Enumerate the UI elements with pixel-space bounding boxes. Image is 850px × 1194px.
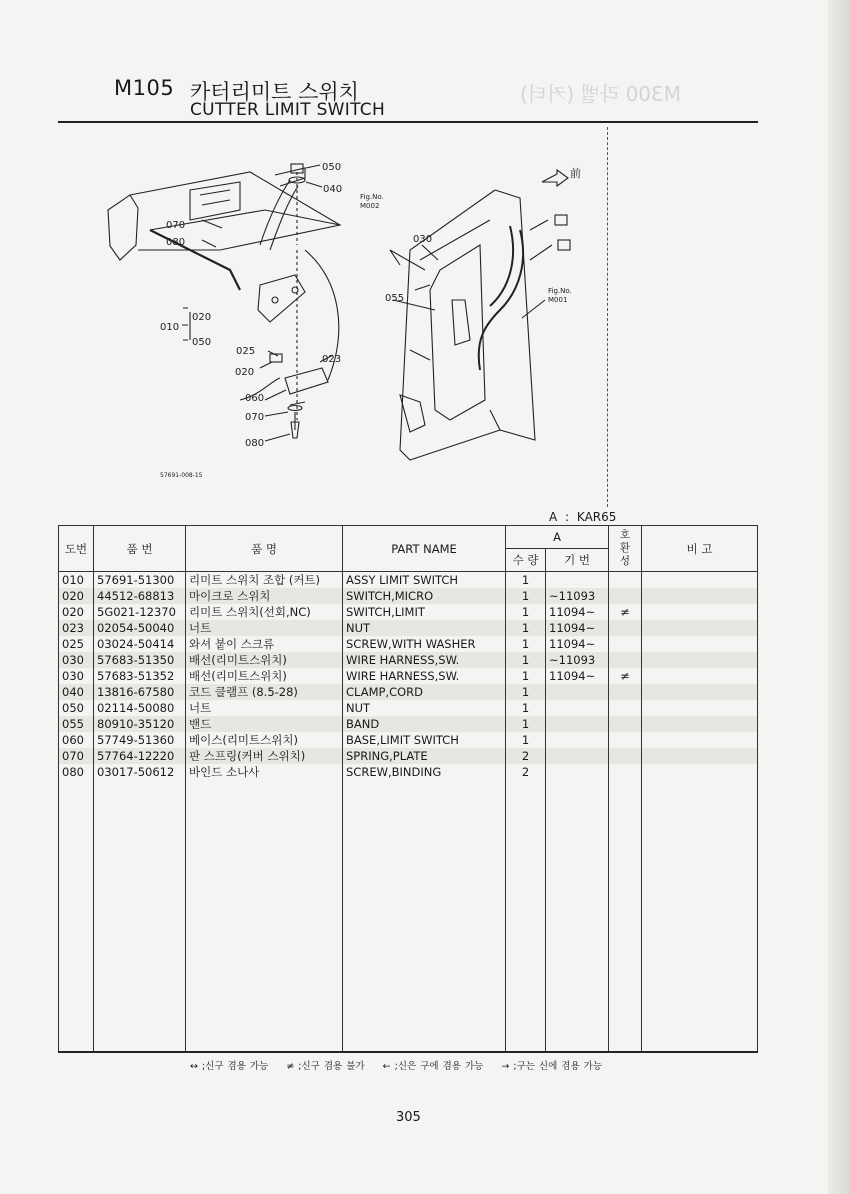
callout-050-top: 050 <box>322 162 342 173</box>
table-row <box>59 604 758 620</box>
part-name-cell: NUT <box>343 700 506 716</box>
header-qty: 수 량 <box>506 549 546 572</box>
part-name-kr-cell: 마이크로 스위치 <box>186 588 343 604</box>
part-no-cell: 80910-35120 <box>94 716 186 732</box>
serial-cell: ~11093 <box>546 588 609 604</box>
applicability-separator: : <box>565 510 570 524</box>
ref-no-cell: 070 <box>59 748 94 764</box>
part-no-cell: 57749-51360 <box>94 732 186 748</box>
compat-cell: ≠ <box>609 668 642 684</box>
compat-cell <box>609 700 642 716</box>
remarks-cell <box>642 588 758 604</box>
header-remarks: 비 고 <box>642 526 758 572</box>
remarks-cell <box>642 668 758 684</box>
compat-cell <box>609 764 642 780</box>
table-row <box>59 620 758 636</box>
empty-cell <box>59 780 94 1052</box>
qty-cell: 1 <box>506 604 546 620</box>
ref-no-cell: 020 <box>59 604 94 620</box>
serial-cell <box>546 748 609 764</box>
remarks-cell <box>642 572 758 589</box>
fig-ref-label-1: Fig.No. <box>360 193 384 201</box>
serial-cell <box>546 572 609 589</box>
part-no-cell: 02054-50040 <box>94 620 186 636</box>
callout-080-top: 080 <box>166 237 186 248</box>
table-row <box>59 764 758 780</box>
table-row <box>59 668 758 684</box>
ref-no-cell: 080 <box>59 764 94 780</box>
serial-cell: 11094~ <box>546 620 609 636</box>
callout-070-top: 070 <box>166 220 186 231</box>
table-row <box>59 636 758 652</box>
part-name-cell: SCREW,WITH WASHER <box>343 636 506 652</box>
part-no-cell: 03017-50612 <box>94 764 186 780</box>
table-row <box>59 572 758 589</box>
part-no-cell: 57691-51300 <box>94 572 186 589</box>
part-name-kr-cell: 너트 <box>186 620 343 636</box>
part-no-cell: 57683-51352 <box>94 668 186 684</box>
compat-cell <box>609 652 642 668</box>
header-ref-no: 도번 <box>59 526 94 572</box>
callout-025: 025 <box>236 346 256 357</box>
callout-060: 060 <box>245 393 265 404</box>
serial-cell <box>546 732 609 748</box>
part-name-kr-cell: 판 스프링(커버 스위치) <box>186 748 343 764</box>
part-name-cell: ASSY LIMIT SWITCH <box>343 572 506 589</box>
legend-item-old-for-new: → ;구는 신에 겸용 가능 <box>501 1061 602 1072</box>
title-divider <box>58 121 758 123</box>
part-name-cell: WIRE HARNESS,SW. <box>343 668 506 684</box>
compat-cell <box>609 588 642 604</box>
table-row <box>59 588 758 604</box>
serial-cell: 11094~ <box>546 604 609 620</box>
empty-cell <box>506 780 546 1052</box>
remarks-cell <box>642 604 758 620</box>
part-name-kr-cell: 너트 <box>186 700 343 716</box>
callout-020: 020 <box>235 367 255 378</box>
qty-cell: 1 <box>506 620 546 636</box>
legend-item-both: ↔ ;신구 겸용 가능 <box>190 1061 269 1072</box>
qty-cell: 2 <box>506 748 546 764</box>
ref-no-cell: 030 <box>59 668 94 684</box>
ref-no-cell: 055 <box>59 716 94 732</box>
part-name-cell: SWITCH,LIMIT <box>343 604 506 620</box>
part-name-kr-cell: 바인드 소나사 <box>186 764 343 780</box>
serial-cell: ~11093 <box>546 652 609 668</box>
part-no-cell: 44512-68813 <box>94 588 186 604</box>
page-number: 305 <box>396 1110 421 1125</box>
ref-no-cell: 023 <box>59 620 94 636</box>
empty-cell <box>642 780 758 1052</box>
part-no-cell: 02114-50080 <box>94 700 186 716</box>
table-row <box>59 732 758 748</box>
part-no-cell: 5G021-12370 <box>94 604 186 620</box>
header-group-a: A <box>506 526 609 549</box>
header-part-no: 품 번 <box>94 526 186 572</box>
qty-cell: 1 <box>506 684 546 700</box>
ref-no-cell: 030 <box>59 652 94 668</box>
part-name-cell: SWITCH,MICRO <box>343 588 506 604</box>
part-name-kr-cell: 코드 클램프 (8.5-28) <box>186 684 343 700</box>
compat-cell <box>609 748 642 764</box>
ref-no-cell: 025 <box>59 636 94 652</box>
part-name-cell: BAND <box>343 716 506 732</box>
ref-no-cell: 050 <box>59 700 94 716</box>
part-name-kr-cell: 배선(리미트스위치) <box>186 668 343 684</box>
bleed-through-text: M300 라벨 (커터) <box>520 82 682 106</box>
compat-cell <box>609 636 642 652</box>
table-row <box>59 700 758 716</box>
qty-cell: 1 <box>506 572 546 589</box>
table-row <box>59 684 758 700</box>
part-name-cell: NUT <box>343 620 506 636</box>
remarks-cell <box>642 748 758 764</box>
callout-040: 040 <box>323 184 343 195</box>
parts-table <box>58 525 758 1053</box>
serial-cell: 11094~ <box>546 668 609 684</box>
page-title-kr: 카터리미트 스위치 <box>190 80 359 104</box>
part-no-cell: 13816-67580 <box>94 684 186 700</box>
serial-cell: 11094~ <box>546 636 609 652</box>
dashed-divider <box>607 127 608 507</box>
callout-030: 030 <box>413 234 433 245</box>
qty-cell: 2 <box>506 764 546 780</box>
qty-cell: 1 <box>506 588 546 604</box>
compat-cell <box>609 732 642 748</box>
header-part-name-kr: 품 명 <box>186 526 343 572</box>
remarks-cell <box>642 732 758 748</box>
header-part-name: PART NAME <box>343 526 506 572</box>
ref-no-cell: 040 <box>59 684 94 700</box>
serial-cell <box>546 764 609 780</box>
applicability-key: A <box>549 510 558 524</box>
exploded-diagram <box>90 150 600 495</box>
compat-cell <box>609 572 642 589</box>
compat-cell <box>609 684 642 700</box>
part-name-kr-cell: 밴드 <box>186 716 343 732</box>
part-no-cell: 57683-51350 <box>94 652 186 668</box>
empty-cell <box>94 780 186 1052</box>
part-name-kr-cell: 리미트 스위치 조합 (커트) <box>186 572 343 589</box>
part-name-kr-cell: 배선(리미트스위치) <box>186 652 343 668</box>
legend-item-not-compatible: ≠ ;신구 겸용 불가 <box>286 1061 365 1072</box>
remarks-cell <box>642 684 758 700</box>
page-code: M105 <box>114 76 175 100</box>
qty-cell: 1 <box>506 716 546 732</box>
qty-cell: 1 <box>506 668 546 684</box>
page-edge <box>828 0 850 1194</box>
remarks-cell <box>642 700 758 716</box>
part-name-kr-cell: 리미트 스위치(선회,NC) <box>186 604 343 620</box>
table-row <box>59 716 758 732</box>
compat-cell <box>609 620 642 636</box>
compat-cell <box>609 716 642 732</box>
ref-no-cell: 020 <box>59 588 94 604</box>
header-serial: 기 번 <box>546 549 609 572</box>
callout-080: 080 <box>245 438 265 449</box>
header-interchange: 호환성 <box>609 526 642 572</box>
fig-ref-value-2: M001 <box>548 296 568 304</box>
front-marker: 前 <box>570 167 581 180</box>
table-row <box>59 748 758 764</box>
callout-050-range: 050 <box>192 337 212 348</box>
fig-ref-value-1: M002 <box>360 202 380 210</box>
ref-no-cell: 010 <box>59 572 94 589</box>
empty-cell <box>546 780 609 1052</box>
part-name-cell: SCREW,BINDING <box>343 764 506 780</box>
remarks-cell <box>642 716 758 732</box>
remarks-cell <box>642 764 758 780</box>
qty-cell: 1 <box>506 732 546 748</box>
part-name-cell: CLAMP,CORD <box>343 684 506 700</box>
part-name-kr-cell: 와셔 붙이 스크류 <box>186 636 343 652</box>
empty-cell <box>186 780 343 1052</box>
table-filler <box>59 780 758 1052</box>
part-no-cell: 57764-12220 <box>94 748 186 764</box>
serial-cell <box>546 700 609 716</box>
ref-no-cell: 060 <box>59 732 94 748</box>
serial-cell <box>546 716 609 732</box>
part-no-cell: 03024-50414 <box>94 636 186 652</box>
qty-cell: 1 <box>506 636 546 652</box>
compatibility-legend <box>190 1058 616 1072</box>
qty-cell: 1 <box>506 700 546 716</box>
applicability-model: KAR65 <box>576 510 617 524</box>
remarks-cell <box>642 652 758 668</box>
legend-item-new-for-old: ← ;신은 구에 겸용 가능 <box>382 1061 484 1072</box>
callout-010: 010 <box>160 322 180 333</box>
qty-cell: 1 <box>506 652 546 668</box>
remarks-cell <box>642 636 758 652</box>
serial-cell <box>546 684 609 700</box>
callout-070: 070 <box>245 412 265 423</box>
applicability-label <box>545 510 616 524</box>
parts-table-body <box>59 572 758 1053</box>
callout-055: 055 <box>385 293 405 304</box>
part-name-cell: WIRE HARNESS,SW. <box>343 652 506 668</box>
callout-020-range: 020 <box>192 312 212 323</box>
empty-cell <box>343 780 506 1052</box>
page-title-en: CUTTER LIMIT SWITCH <box>190 100 386 120</box>
drawing-number: 57691-008-15 <box>160 472 203 479</box>
callout-023: 023 <box>322 354 342 365</box>
fig-ref-label-2: Fig.No. <box>548 287 572 295</box>
part-name-kr-cell: 베이스(리미트스위치) <box>186 732 343 748</box>
table-row <box>59 652 758 668</box>
part-name-cell: SPRING,PLATE <box>343 748 506 764</box>
compat-cell: ≠ <box>609 604 642 620</box>
remarks-cell <box>642 620 758 636</box>
part-name-cell: BASE,LIMIT SWITCH <box>343 732 506 748</box>
empty-cell <box>609 780 642 1052</box>
